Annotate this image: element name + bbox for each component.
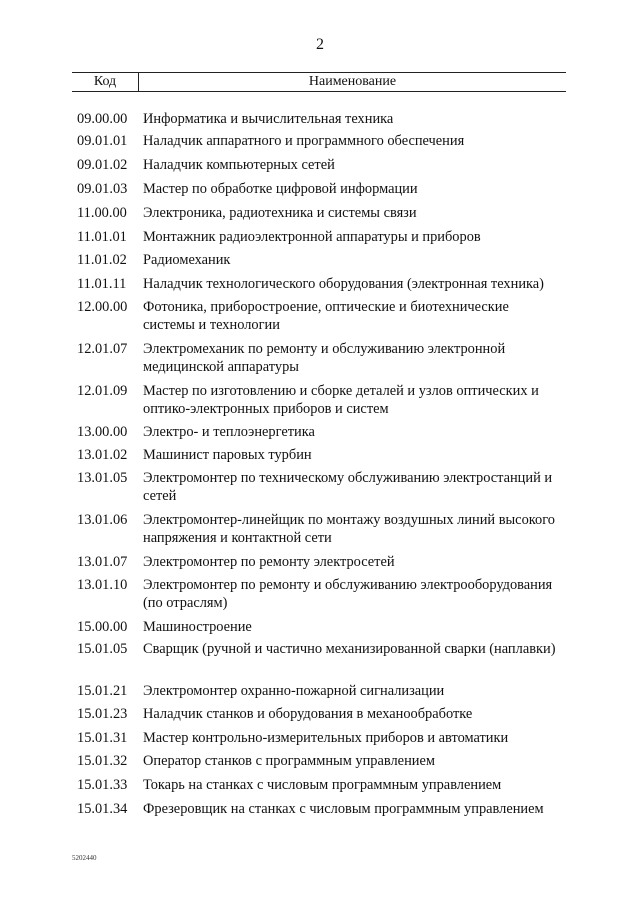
row-code: 09.01.03 [77,181,128,197]
row-name: Мастер контрольно-измерительных приборов и автоматики [143,730,509,746]
row-code: 12.01.07 [77,341,128,357]
row-name: Электромонтер-линейщик по монтажу воздушных линий высокого напряжения и контактной сети [143,512,555,546]
row-code: 11.01.11 [77,276,127,292]
row-name: Сварщик (ручной и частично механизированной сварки (наплавки) [143,641,556,657]
row-name: Машинист паровых турбин [143,447,312,463]
row-name: Наладчик компьютерных сетей [143,157,335,173]
row-name: Электромеханик по ремонту и обслуживанию электронной медицинской аппаратуры [143,341,506,375]
row-name: Оператор станков с программным управлением [143,753,435,769]
row-code: 13.01.10 [77,577,128,593]
row-name: Электромонтер по ремонту электросетей [143,554,395,570]
row-name: Мастер по изготовлению и сборке деталей и узлов оптических и оптико-электронных приборов и систем [143,383,539,417]
row-code: 09.00.00 [77,111,128,127]
row-name: Радиомеханик [143,252,231,268]
table-header [72,72,566,92]
row-name: Электромонтер по техническому обслуживанию электростанций и сетей [143,470,553,504]
header-code-label: Код [93,74,117,89]
row-code: 13.01.05 [77,470,128,486]
row-code: 09.01.01 [77,133,128,149]
row-name: Наладчик станков и оборудования в механообработке [143,706,473,722]
row-code: 09.01.02 [77,157,128,173]
row-code: 15.01.31 [77,730,128,746]
row-code: 11.01.02 [77,252,127,268]
row-name: Фрезеровщик на станках с числовым программным управлением [143,801,544,817]
row-code: 12.00.00 [77,299,128,315]
footer-document-code: 5202440 [72,854,97,862]
row-code: 13.01.07 [77,554,128,570]
page-number: 2 [316,36,324,53]
row-name: Мастер по обработке цифровой информации [143,181,418,197]
row-name: Электро- и теплоэнергетика [143,424,315,440]
row-name: Машиностроение [143,619,252,635]
row-code: 15.00.00 [77,619,128,635]
row-code: 15.01.34 [77,801,128,817]
row-name: Наладчик аппаратного и программного обеспечения [143,133,465,149]
row-code: 15.01.23 [77,706,128,722]
row-code: 11.01.01 [77,229,127,245]
row-code: 15.01.21 [77,683,128,699]
header-name-label: Наименование [308,74,397,89]
row-code: 15.01.32 [77,753,128,769]
row-name: Информатика и вычислительная техника [143,111,394,127]
row-name: Фотоника, приборостроение, оптические и биотехнические системы и технологии [143,299,509,333]
row-name: Токарь на станках с числовым программным управлением [143,777,502,793]
row-name: Электромонтер охранно-пожарной сигнализации [143,683,445,699]
row-code: 13.01.02 [77,447,128,463]
row-name: Наладчик технологического оборудования (электронная техника) [143,276,544,292]
row-code: 12.01.09 [77,383,128,399]
row-code: 15.01.05 [77,641,128,657]
row-code: 13.00.00 [77,424,128,440]
row-name: Монтажник радиоэлектронной аппаратуры и приборов [143,229,481,245]
row-name: Электромонтер по ремонту и обслуживанию электрооборудования (по отраслям) [143,577,553,611]
row-code: 13.01.06 [77,512,128,528]
row-code: 11.00.00 [77,205,127,221]
row-code: 15.01.33 [77,777,128,793]
row-name: Электроника, радиотехника и системы связи [143,205,417,221]
